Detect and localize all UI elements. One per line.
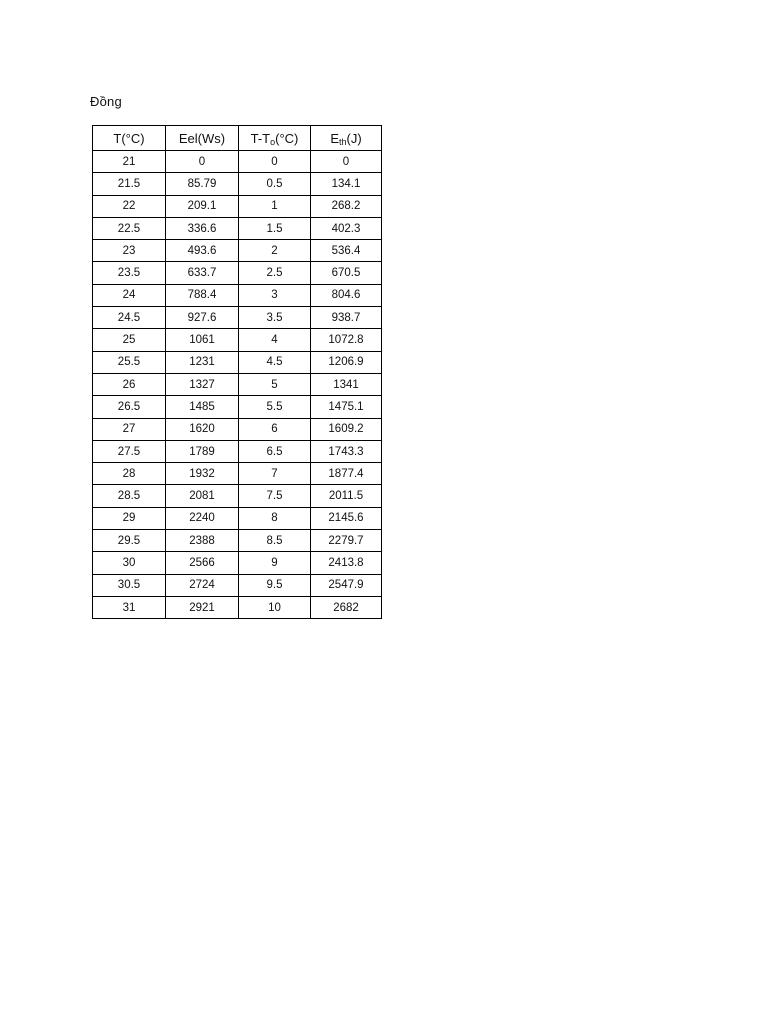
cell-temperature: 27.5 — [93, 440, 166, 462]
table-header-row — [93, 126, 382, 151]
table-row — [93, 373, 382, 395]
cell-temperature-difference: 4.5 — [239, 351, 311, 373]
cell-temperature: 27 — [93, 418, 166, 440]
cell-electrical-energy: 1620 — [166, 418, 239, 440]
header-thermal-energy-label: E — [330, 130, 339, 146]
table-row — [93, 530, 382, 552]
table-row — [93, 396, 382, 418]
table-row — [93, 552, 382, 574]
header-temperature-difference-subscript: o — [270, 136, 276, 147]
cell-thermal-energy: 1475.1 — [311, 396, 382, 418]
table-row — [93, 596, 382, 618]
cell-temperature: 26 — [93, 373, 166, 395]
table-row — [93, 173, 382, 195]
cell-temperature-difference: 0.5 — [239, 173, 311, 195]
cell-electrical-energy: 0 — [166, 151, 239, 173]
cell-thermal-energy: 1609.2 — [311, 418, 382, 440]
cell-thermal-energy: 2413.8 — [311, 552, 382, 574]
cell-thermal-energy: 670.5 — [311, 262, 382, 284]
table-row — [93, 507, 382, 529]
cell-electrical-energy: 788.4 — [166, 284, 239, 306]
cell-temperature-difference: 8.5 — [239, 530, 311, 552]
cell-electrical-energy: 927.6 — [166, 307, 239, 329]
header-electrical-energy — [166, 126, 239, 151]
cell-temperature: 21 — [93, 151, 166, 173]
cell-electrical-energy: 1789 — [166, 440, 239, 462]
cell-thermal-energy: 938.7 — [311, 307, 382, 329]
cell-thermal-energy: 804.6 — [311, 284, 382, 306]
cell-temperature-difference: 3 — [239, 284, 311, 306]
cell-temperature-difference: 6.5 — [239, 440, 311, 462]
cell-temperature-difference: 8 — [239, 507, 311, 529]
table-row — [93, 262, 382, 284]
table-row — [93, 418, 382, 440]
cell-temperature-difference: 7.5 — [239, 485, 311, 507]
cell-thermal-energy: 2682 — [311, 596, 382, 618]
cell-temperature-difference: 10 — [239, 596, 311, 618]
cell-temperature: 25.5 — [93, 351, 166, 373]
cell-thermal-energy: 2145.6 — [311, 507, 382, 529]
header-electrical-energy-label: Eel(Ws) — [178, 130, 226, 146]
cell-electrical-energy: 1231 — [166, 351, 239, 373]
cell-thermal-energy: 402.3 — [311, 217, 382, 239]
cell-thermal-energy: 1743.3 — [311, 440, 382, 462]
cell-thermal-energy: 2279.7 — [311, 530, 382, 552]
cell-temperature: 24.5 — [93, 307, 166, 329]
cell-temperature: 23.5 — [93, 262, 166, 284]
cell-electrical-energy: 2566 — [166, 552, 239, 574]
cell-thermal-energy: 2547.9 — [311, 574, 382, 596]
header-thermal-energy-unit: (J) — [346, 130, 362, 146]
cell-temperature: 31 — [93, 596, 166, 618]
cell-temperature-difference: 0 — [239, 151, 311, 173]
cell-electrical-energy: 2240 — [166, 507, 239, 529]
header-temperature-label: T(°C) — [113, 130, 145, 146]
cell-temperature-difference: 9 — [239, 552, 311, 574]
cell-electrical-energy: 1061 — [166, 329, 239, 351]
table-row — [93, 351, 382, 373]
cell-temperature-difference: 6 — [239, 418, 311, 440]
cell-temperature-difference: 3.5 — [239, 307, 311, 329]
cell-temperature: 26.5 — [93, 396, 166, 418]
cell-electrical-energy: 1932 — [166, 463, 239, 485]
cell-temperature-difference: 4 — [239, 329, 311, 351]
cell-thermal-energy: 134.1 — [311, 173, 382, 195]
data-table — [92, 125, 382, 619]
table-row — [93, 485, 382, 507]
cell-temperature: 28 — [93, 463, 166, 485]
cell-thermal-energy: 1072.8 — [311, 329, 382, 351]
cell-electrical-energy: 336.6 — [166, 217, 239, 239]
table-row — [93, 329, 382, 351]
cell-temperature: 29 — [93, 507, 166, 529]
header-temperature-difference — [239, 126, 311, 151]
cell-thermal-energy: 2011.5 — [311, 485, 382, 507]
cell-electrical-energy: 2388 — [166, 530, 239, 552]
cell-thermal-energy: 268.2 — [311, 195, 382, 217]
cell-temperature-difference: 5.5 — [239, 396, 311, 418]
cell-temperature: 25 — [93, 329, 166, 351]
cell-temperature-difference: 2.5 — [239, 262, 311, 284]
cell-thermal-energy: 1206.9 — [311, 351, 382, 373]
cell-temperature: 22.5 — [93, 217, 166, 239]
cell-temperature-difference: 1.5 — [239, 217, 311, 239]
header-temperature-difference-unit: (°C) — [275, 130, 299, 146]
cell-electrical-energy: 209.1 — [166, 195, 239, 217]
table-row — [93, 195, 382, 217]
header-thermal-energy — [311, 126, 382, 151]
cell-thermal-energy: 1877.4 — [311, 463, 382, 485]
cell-temperature: 28.5 — [93, 485, 166, 507]
table-row — [93, 151, 382, 173]
header-temperature-difference-label: T-T — [250, 130, 271, 146]
cell-electrical-energy: 1485 — [166, 396, 239, 418]
cell-temperature: 24 — [93, 284, 166, 306]
cell-electrical-energy: 2921 — [166, 596, 239, 618]
table-row — [93, 574, 382, 596]
cell-electrical-energy: 1327 — [166, 373, 239, 395]
cell-temperature: 30.5 — [93, 574, 166, 596]
cell-temperature-difference: 9.5 — [239, 574, 311, 596]
cell-temperature-difference: 2 — [239, 240, 311, 262]
cell-electrical-energy: 2081 — [166, 485, 239, 507]
cell-temperature: 22 — [93, 195, 166, 217]
cell-temperature-difference: 5 — [239, 373, 311, 395]
cell-temperature: 21.5 — [93, 173, 166, 195]
cell-thermal-energy: 0 — [311, 151, 382, 173]
header-temperature — [93, 126, 166, 151]
page-title: Đồng — [90, 94, 122, 109]
table-body — [93, 151, 382, 619]
cell-temperature-difference: 7 — [239, 463, 311, 485]
header-thermal-energy-subscript: th — [338, 136, 347, 147]
cell-electrical-energy: 2724 — [166, 574, 239, 596]
cell-temperature-difference: 1 — [239, 195, 311, 217]
table-row — [93, 440, 382, 462]
cell-electrical-energy: 633.7 — [166, 262, 239, 284]
cell-electrical-energy: 493.6 — [166, 240, 239, 262]
cell-temperature: 23 — [93, 240, 166, 262]
cell-electrical-energy: 85.79 — [166, 173, 239, 195]
cell-thermal-energy: 536.4 — [311, 240, 382, 262]
cell-temperature: 29.5 — [93, 530, 166, 552]
table-row — [93, 307, 382, 329]
table-row — [93, 217, 382, 239]
table-row — [93, 284, 382, 306]
cell-temperature: 30 — [93, 552, 166, 574]
cell-thermal-energy: 1341 — [311, 373, 382, 395]
table-row — [93, 463, 382, 485]
table-row — [93, 240, 382, 262]
